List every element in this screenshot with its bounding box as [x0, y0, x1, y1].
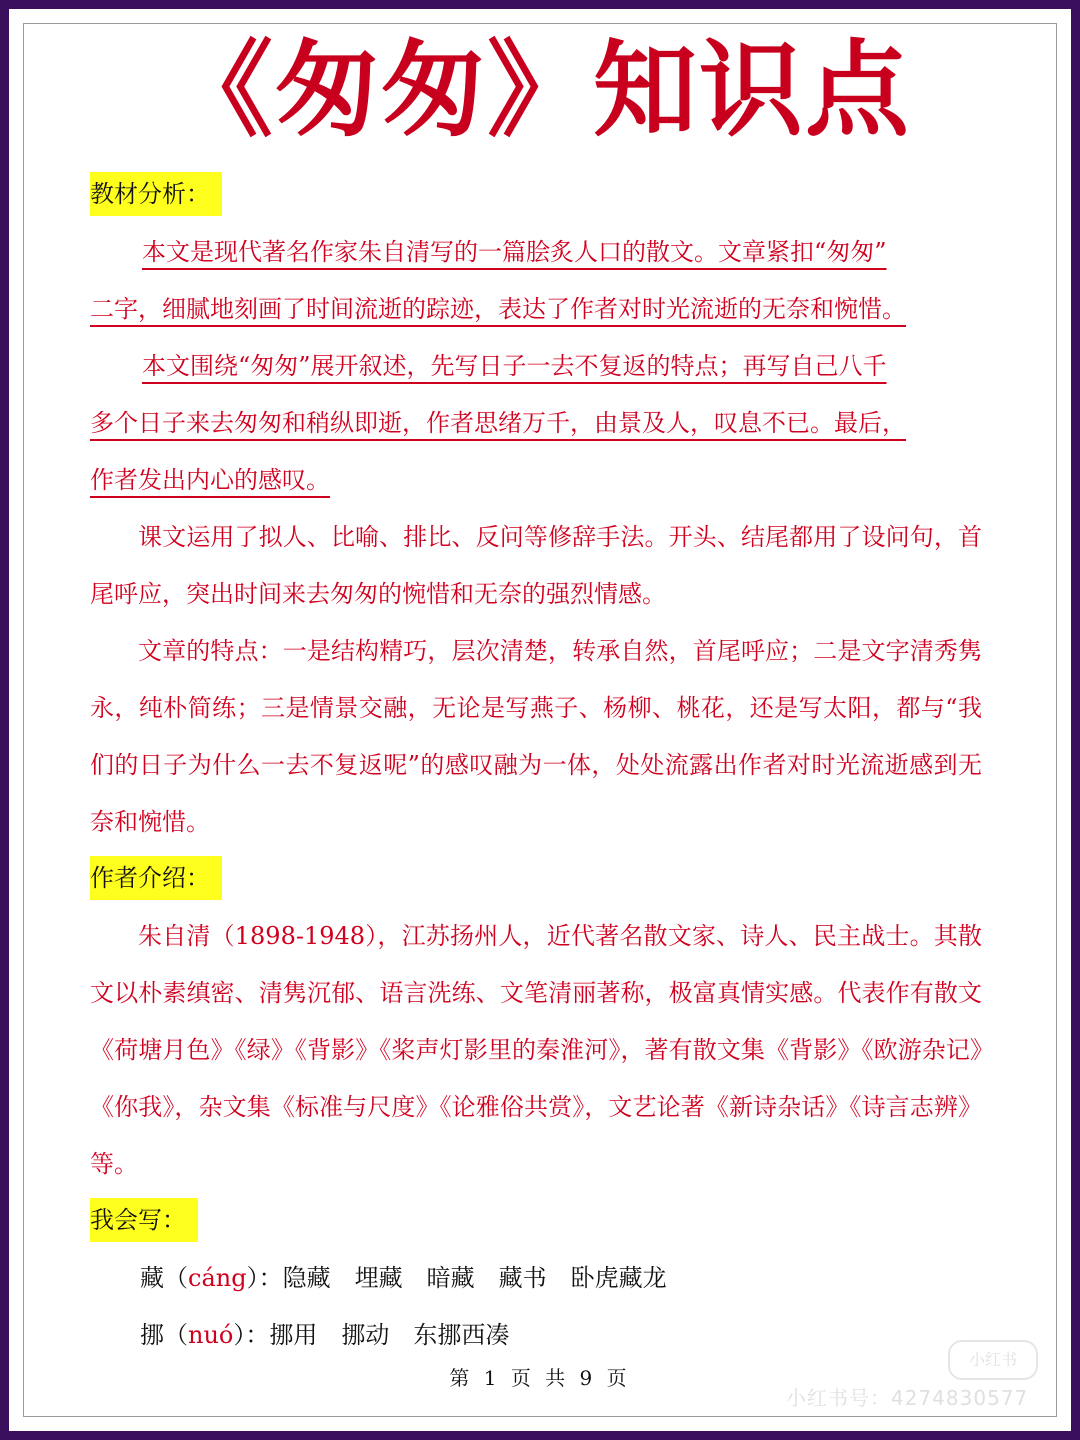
- vocab-words: ）：隐藏 埋藏 暗藏 藏书 卧虎藏龙: [246, 1264, 667, 1292]
- analysis-p2-line-2: 多个日子来去匆匆和稍纵即逝，作者思绪万千，由景及人，叹息不已。最后，: [90, 409, 906, 437]
- write-heading: 我会写：: [90, 1198, 198, 1242]
- analysis-p1-line-2: 二字，细腻地刻画了时间流逝的踪迹，表达了作者对时光流逝的无奈和惋惜。: [90, 295, 906, 323]
- vocab-item-nuo: [140, 1315, 509, 1355]
- watermark-id: 小红书号：4274830577: [786, 1386, 1029, 1410]
- vocab-char: 藏（: [140, 1264, 188, 1292]
- watermark-logo: 小红书: [948, 1340, 1038, 1380]
- page-number: 第 1 页 共 9 页: [449, 1366, 631, 1390]
- author-paragraph: 朱自清（1898-1948），江苏扬州人，近代著名散文家、诗人、民主战士。其散文以朴素缜密、清隽沉郁、语言洗练、文笔清丽著称，极富真情实感。代表作有散文《荷塘月色》《绿》《背影》《桨声灯影里的秦淮河》，著有散文集《背影》《欧游杂记》《你我》，杂文集《标准与尺度》《论雅俗共赏》，文艺论著《新诗杂话》《诗言志辨》等。: [90, 922, 982, 1178]
- analysis-p2-line-3: 作者发出内心的感叹。: [90, 466, 330, 494]
- analysis-p2-line-1: 本文围绕“匆匆”展开叙述，先写日子一去不复返的特点；再写自己八千: [142, 352, 887, 380]
- author-heading: 作者介绍：: [90, 856, 222, 900]
- analysis-p1-line-1: 本文是现代著名作家朱自清写的一篇脍炙人口的散文。文章紧扣“匆匆”: [142, 238, 887, 266]
- analysis-heading: 教材分析：: [90, 172, 222, 216]
- analysis-paragraph-3: 课文运用了拟人、比喻、排比、反问等修辞手法。开头、结尾都用了设问句，首尾呼应，突出时间来去匆匆的惋惜和无奈的强烈情感。: [90, 523, 982, 608]
- vocab-item-cang: [140, 1258, 667, 1298]
- analysis-paragraph-4: 文章的特点：一是结构精巧，层次清楚，转承自然，首尾呼应；二是文字清秀隽永，纯朴简练；三是情景交融，无论是写燕子、杨柳、桃花，还是写太阳，都与“我们的日子为什么一去不复返呢”的感叹融为一体，处处流露出作者对时光流逝感到无奈和惋惜。: [90, 637, 982, 836]
- vocab-char: 挪（: [140, 1321, 188, 1349]
- analysis-paragraph-2: [90, 338, 982, 509]
- vocab-words: ）：挪用 挪动 东挪西凑: [233, 1321, 510, 1349]
- page-title: 《匆匆》知识点: [168, 28, 911, 151]
- analysis-paragraph-1: [90, 224, 982, 338]
- vocab-pinyin: nuó: [188, 1321, 234, 1349]
- vocab-pinyin: cáng: [188, 1264, 247, 1292]
